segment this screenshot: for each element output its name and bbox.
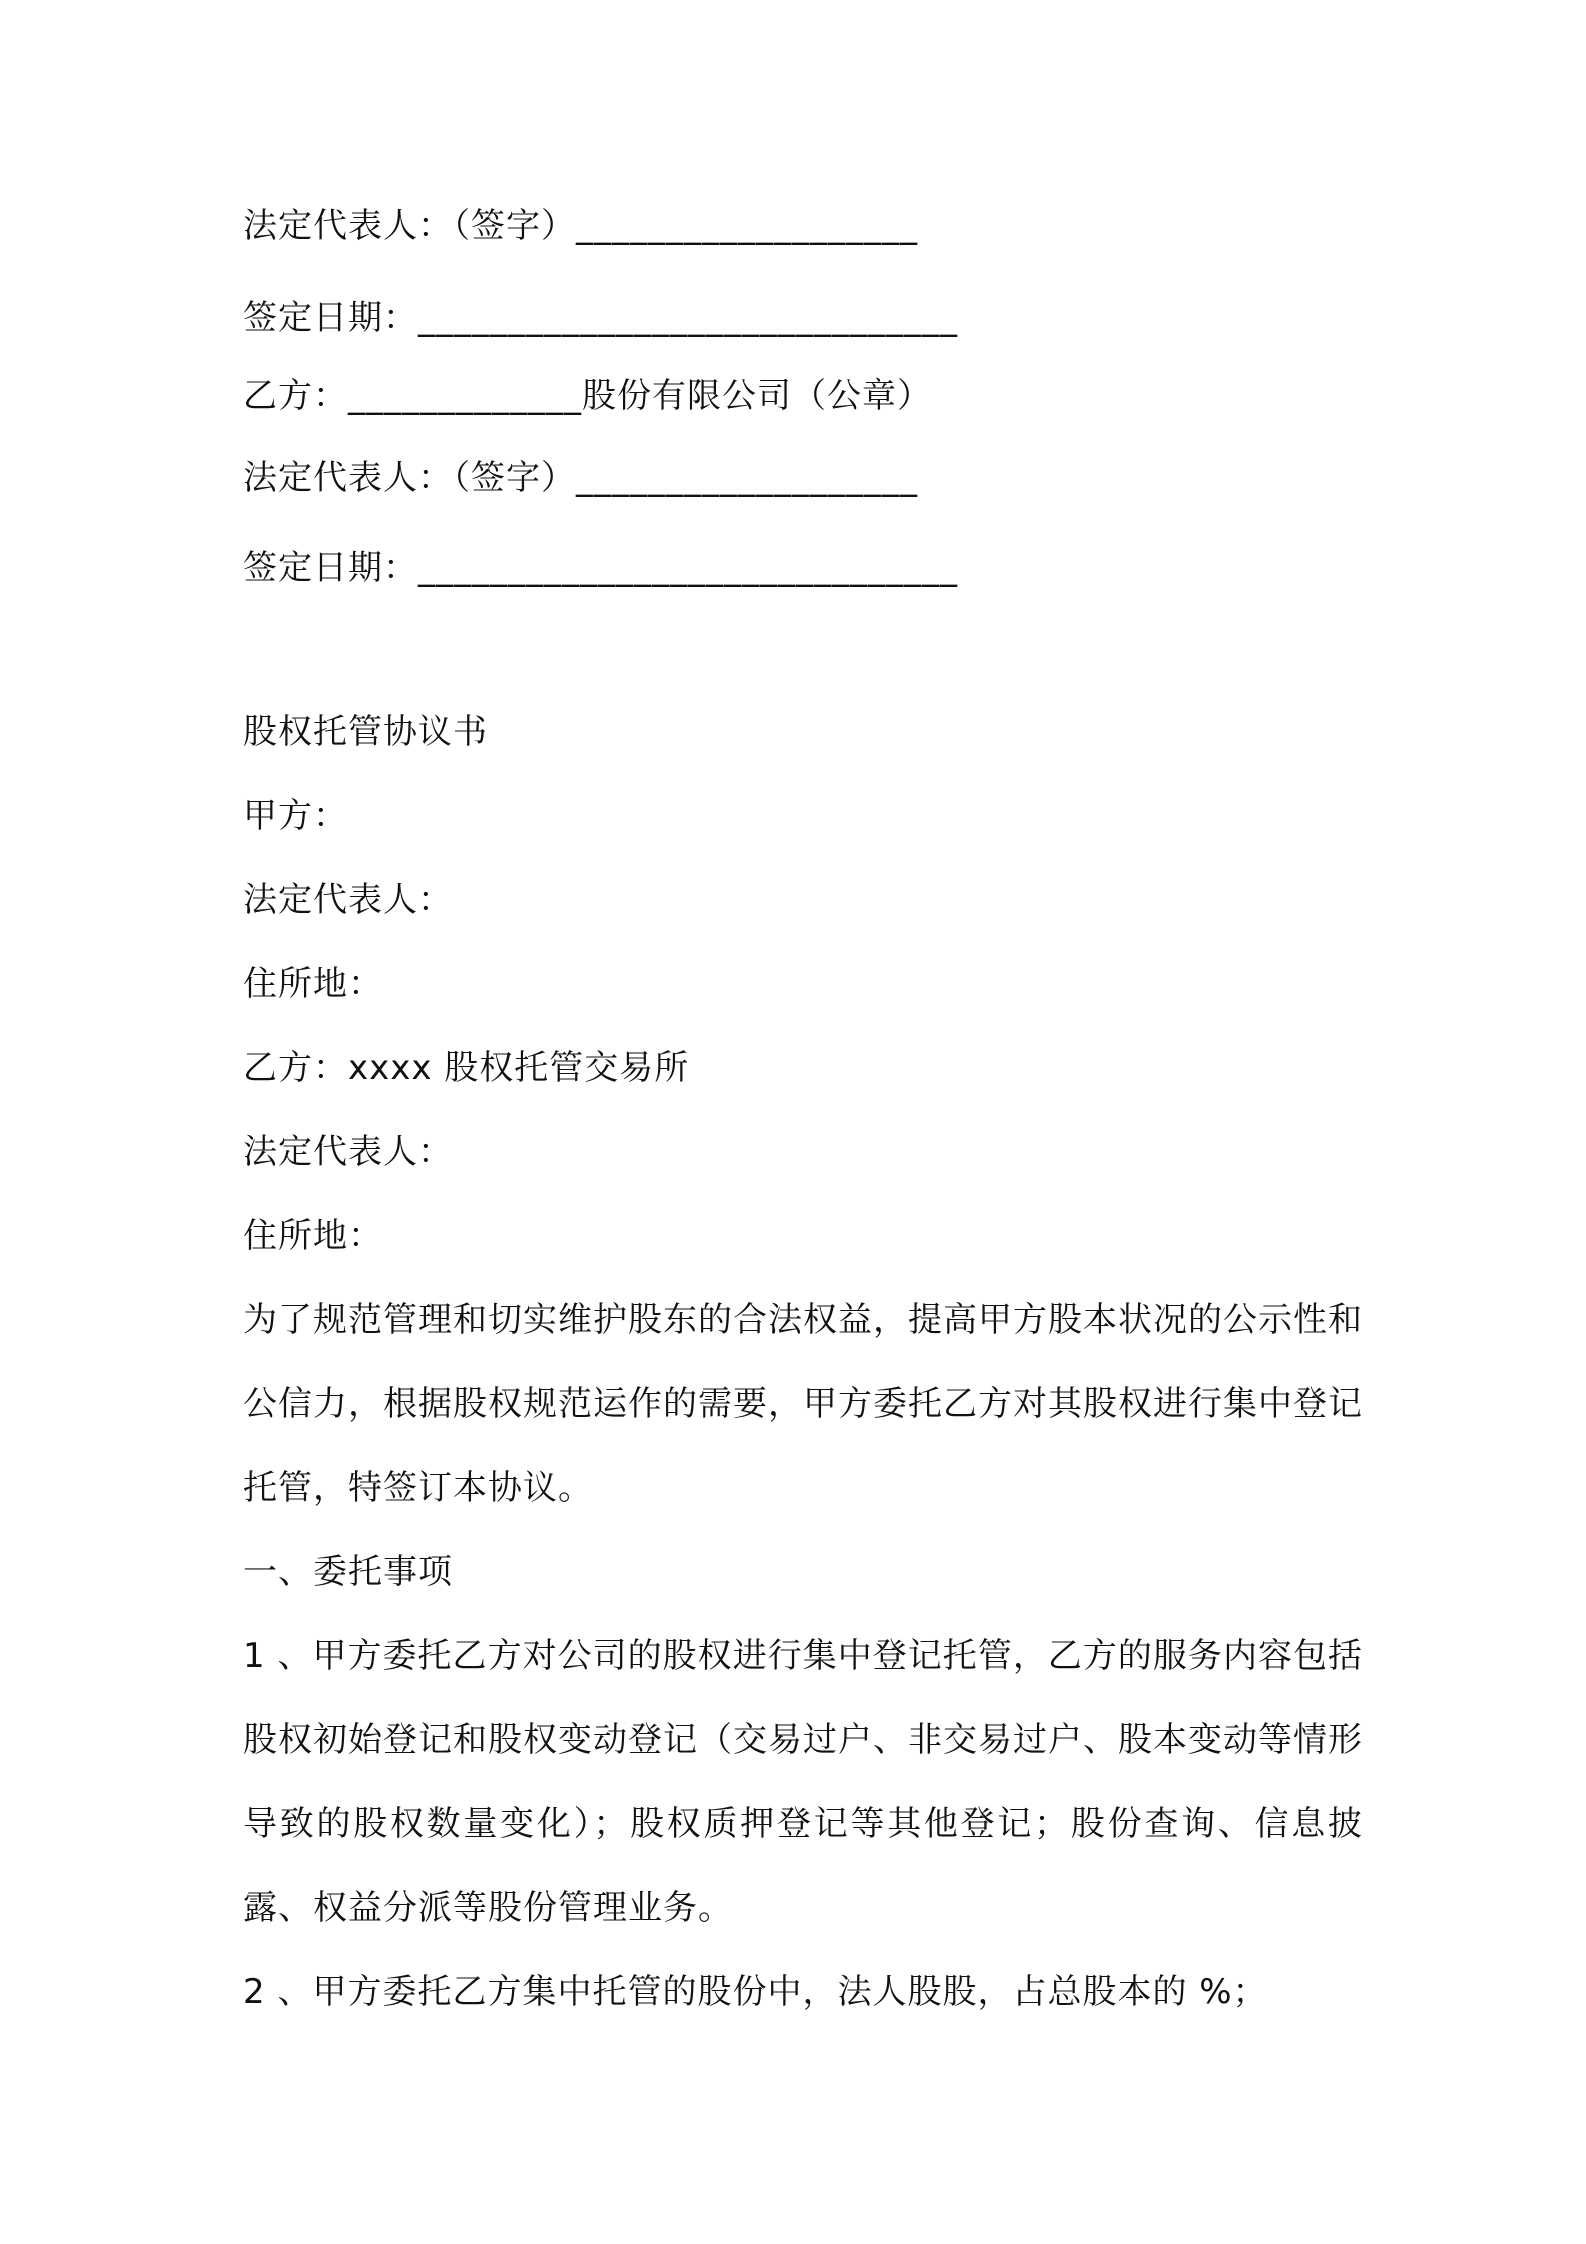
party-a-representative-signature-line: 法定代表人：（签字）___________________ bbox=[243, 206, 918, 246]
agreement-title: 股权托管协议书 bbox=[243, 712, 488, 752]
clause-2-paragraph: 2 、甲方委托乙方集中托管的股份中，法人股股，占总股本的 %； bbox=[243, 1972, 1268, 2012]
party-b-signing-date-line: 签定日期：______________________________ bbox=[243, 548, 958, 588]
party-a-address: 住所地： bbox=[243, 964, 383, 1004]
party-b-address: 住所地： bbox=[243, 1216, 383, 1256]
clause-1-paragraph: 1 、甲方委托乙方对公司的股权进行集中登记托管，乙方的服务内容包括股权初始登记和股权变动登记（交易过户、非交易过户、股本变动等情形导致的股权数量变化）；股权质押登记等其他登记；股份查询、信息披露、权益分派等股份管理业务。 bbox=[243, 1636, 1363, 1928]
party-b-company-seal-line: 乙方：_____________股份有限公司（公章） bbox=[243, 376, 932, 416]
party-b-label: 乙方：xxxx 股权托管交易所 bbox=[243, 1048, 690, 1088]
section-1-heading: 一、委托事项 bbox=[243, 1552, 453, 1592]
party-b-representative-signature-line: 法定代表人：（签字）___________________ bbox=[243, 458, 918, 498]
preamble-paragraph: 为了规范管理和切实维护股东的合法权益，提高甲方股本状况的公示性和公信力，根据股权规范运作的需要，甲方委托乙方对其股权进行集中登记托管，特签订本协议。 bbox=[243, 1300, 1363, 1508]
party-b-representative: 法定代表人： bbox=[243, 1132, 453, 1172]
party-a-representative: 法定代表人： bbox=[243, 880, 453, 920]
party-a-signing-date-line: 签定日期：______________________________ bbox=[243, 298, 958, 338]
party-a-label: 甲方： bbox=[243, 796, 348, 836]
